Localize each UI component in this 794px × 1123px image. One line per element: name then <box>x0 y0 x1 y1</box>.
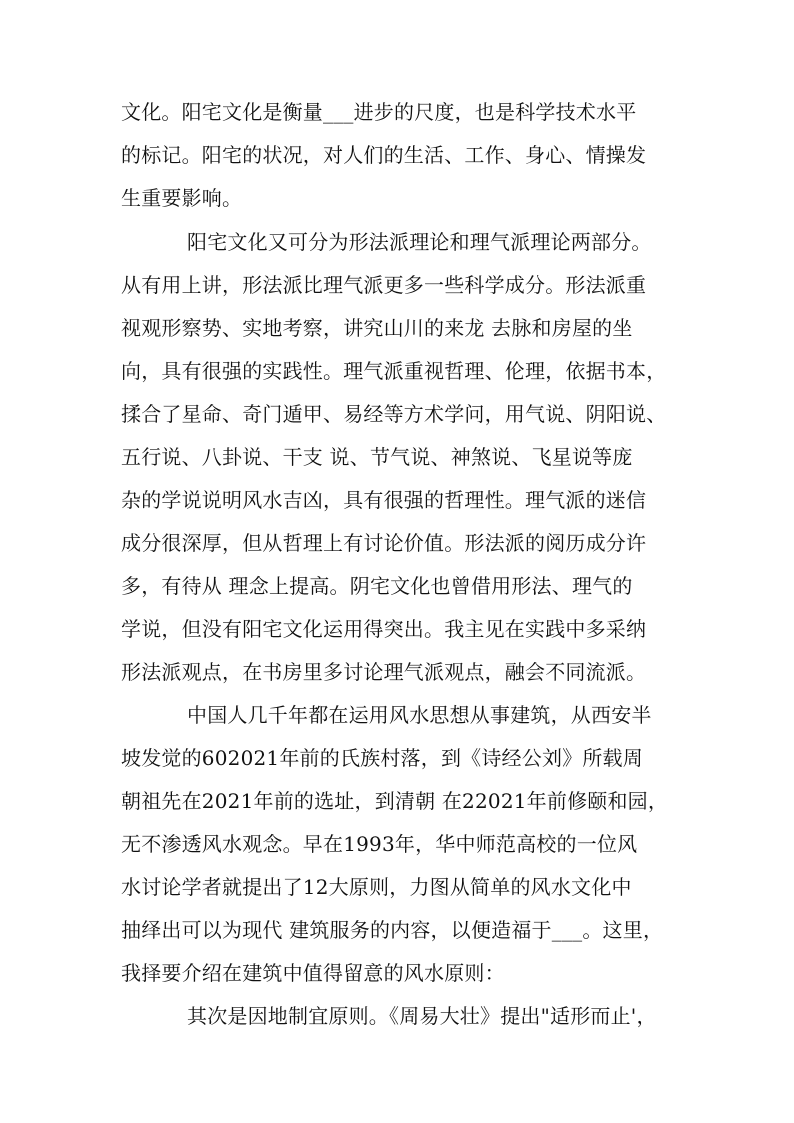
text-line: 学说，但没有阳宅文化运用得突出。我主见在实践中多采纳 <box>121 617 647 641</box>
text-line: 朝祖先在2021年前的选址，到清朝 在22021年前修颐和园， <box>121 789 669 813</box>
text-line: 我择要介绍在建筑中值得留意的风水原则： <box>121 961 505 985</box>
text-line: 向，具有很强的实践性。理气派重视哲理、伦理，依据书本， <box>121 359 667 383</box>
text-line: 无不渗透风水观念。早在1993年，华中师范高校的一位风 <box>121 832 638 856</box>
text-line: 水讨论学者就提出了12大原则，力图从简单的风水文化中 <box>121 875 632 899</box>
text-line: 从有用上讲，形法派比理气派更多一些科学成分。形法派重 <box>121 273 647 297</box>
text-line: 的标记。阳宅的状况，对人们的生活、工作、身心、情操发 <box>121 143 647 167</box>
text-line: 生重要影响。 <box>121 186 243 210</box>
text-line: 揉合了星命、奇门遁甲、易经等方术学问，用气说、阴阳说、 <box>121 402 667 426</box>
text-line: 视观形察势、实地考察，讲究山川的来龙 去脉和房屋的坐 <box>121 316 633 340</box>
text-line: 成分很深厚，但从哲理上有讨论价值。形法派的阅历成分许 <box>121 531 647 555</box>
paragraph-first-line: 阳宅文化又可分为形法派理论和理气派理论两部分。 <box>187 230 652 254</box>
text-line: 多，有待从 理念上提高。阴宅文化也曾借用形法、理气的 <box>121 574 633 598</box>
paragraph-first-line: 其次是因地制宜原则。《周易大壮》提出"适形而止'， <box>187 1004 657 1028</box>
text-line: 坡发觉的602021年前的氏族村落，到《诗经公刘》所载周 <box>121 746 643 770</box>
text-line: 抽绎出可以为现代 建筑服务的内容，以便造福于___。这里， <box>121 918 664 942</box>
text-line: 五行说、八卦说、干支 说、节气说、神煞说、飞星说等庞 <box>121 445 633 469</box>
text-line: 文化。阳宅文化是衡量___进步的尺度，也是科学技术水平 <box>121 100 637 124</box>
paragraph-first-line: 中国人几千年都在运用风水思想从事建筑，从西安半 <box>187 703 652 727</box>
text-line: 杂的学说说明风水吉凶，具有很强的哲理性。理气派的迷信 <box>121 488 647 512</box>
text-line: 形法派观点，在书房里多讨论理气派观点，融会不同流派。 <box>121 660 647 684</box>
